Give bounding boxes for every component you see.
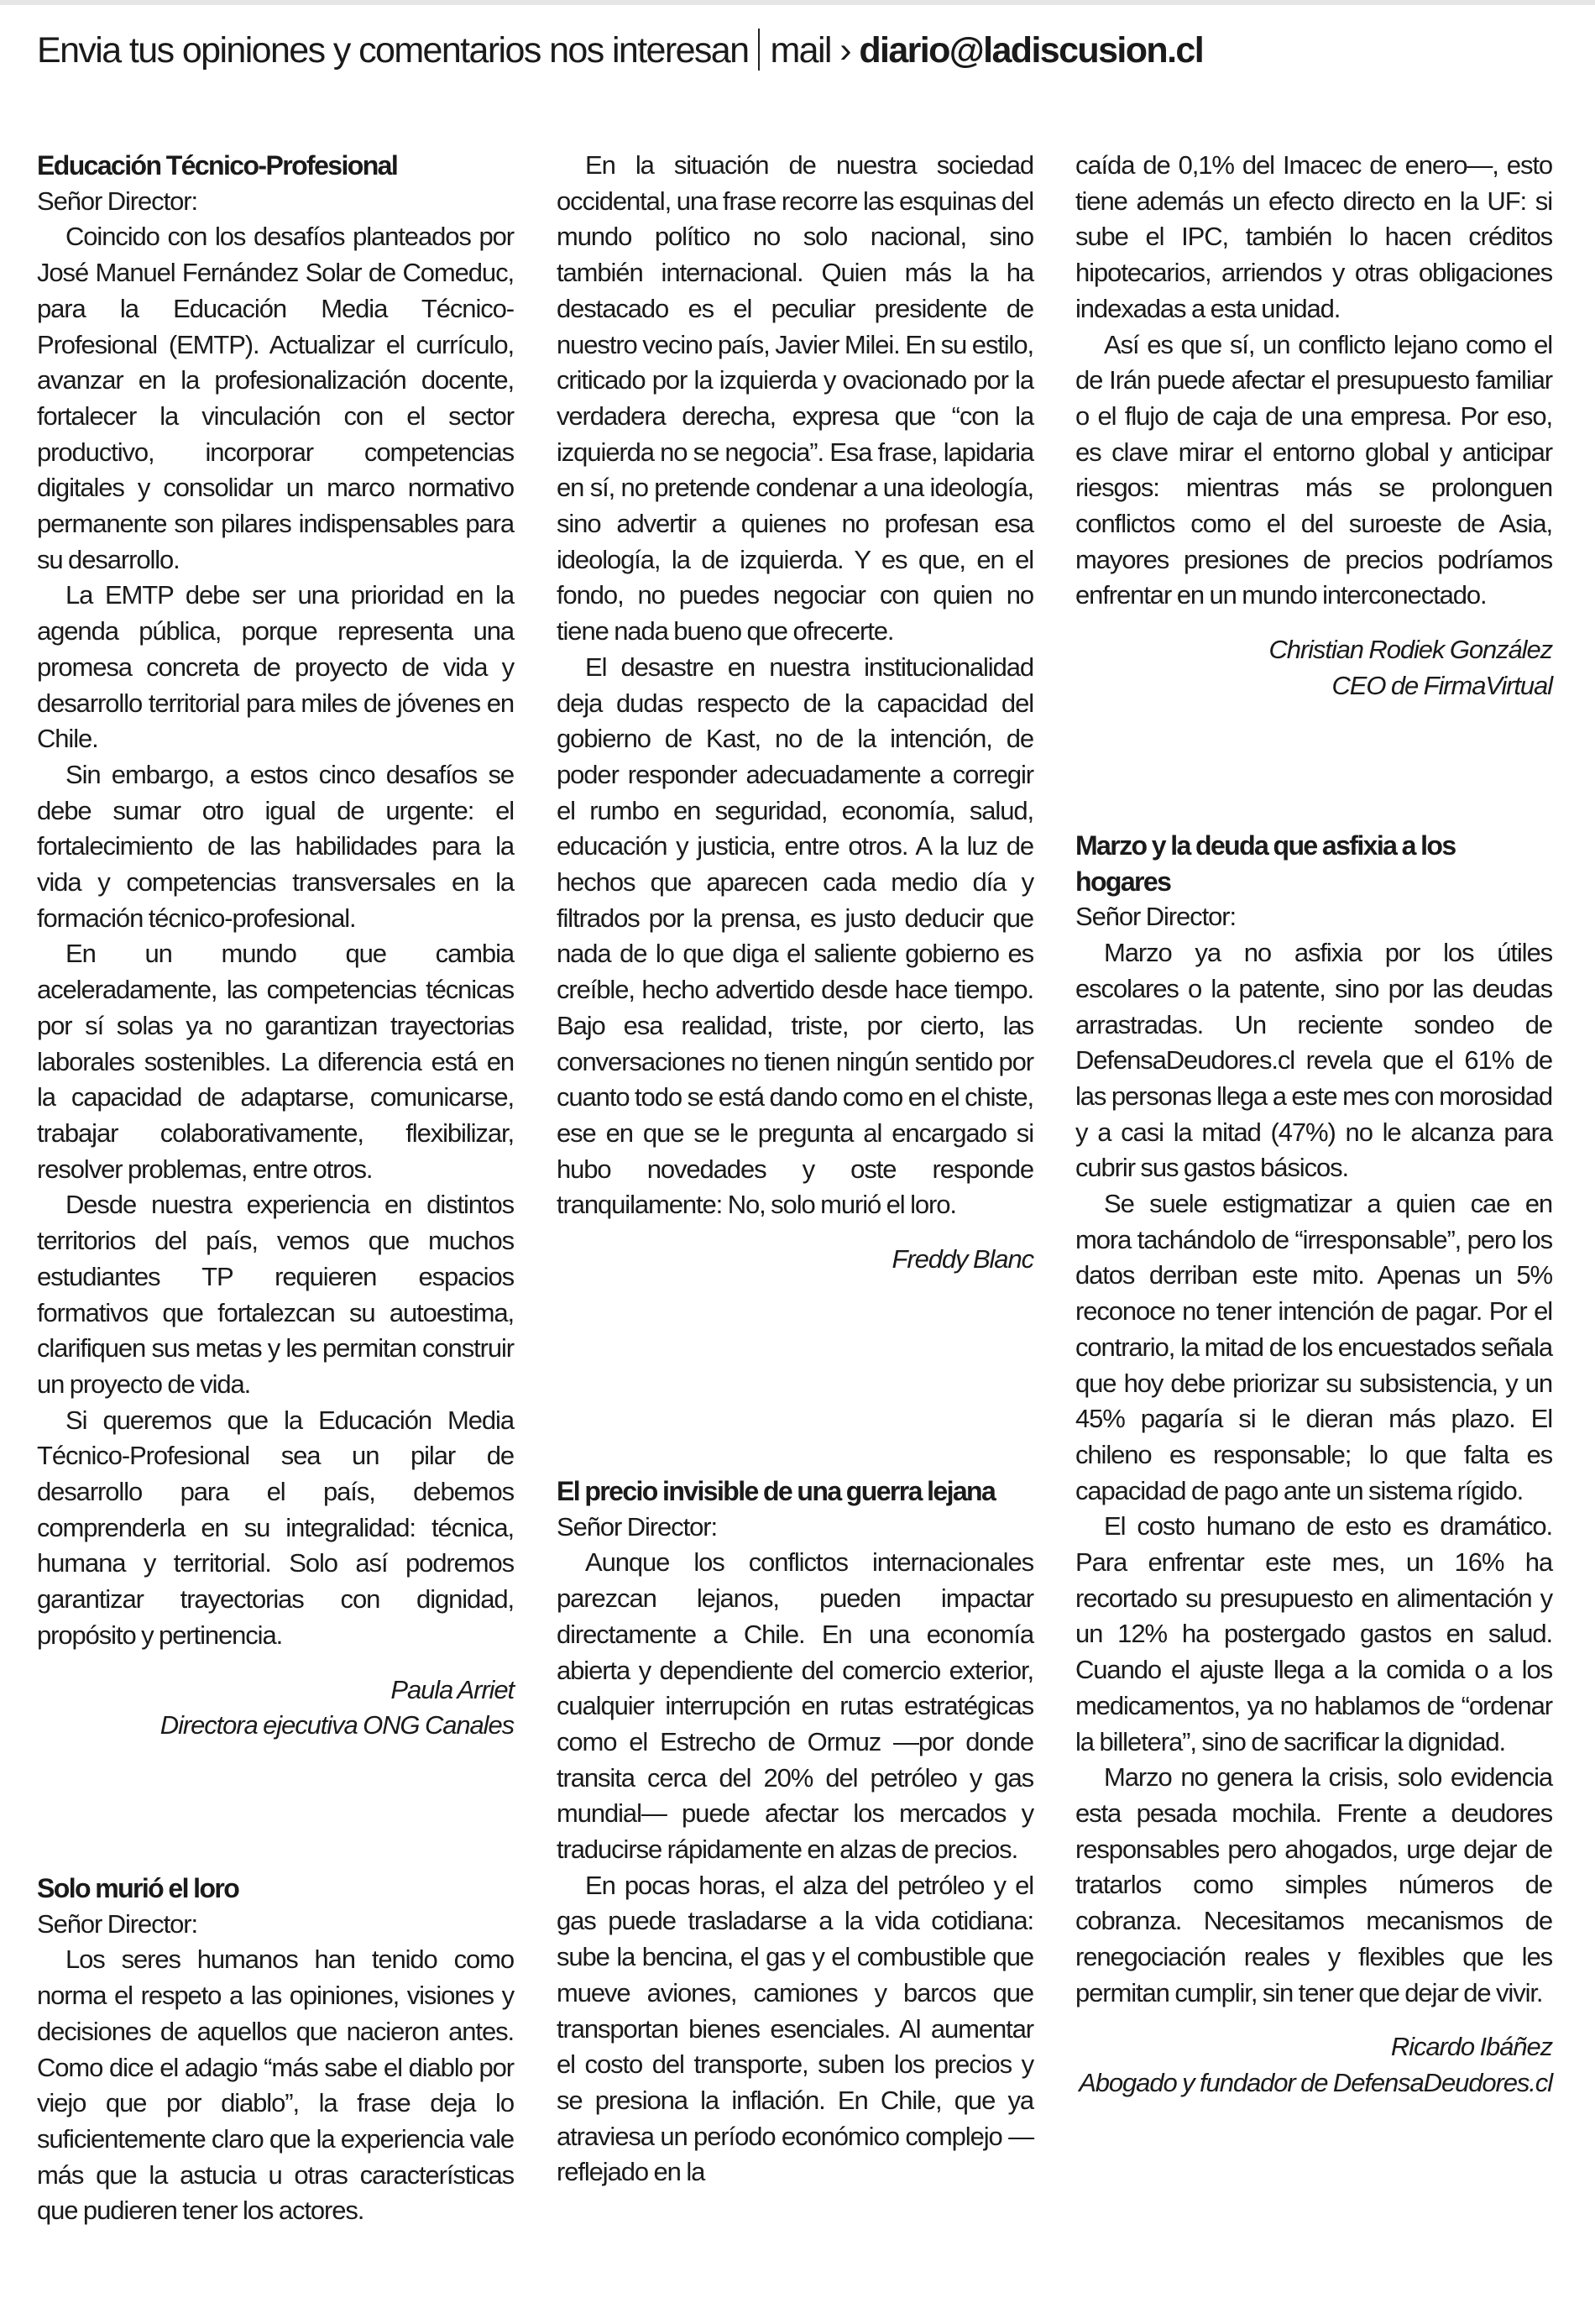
letter-paragraph: Si queremos que la Educación Media Técnico-Profesional sea un pilar de desarrollo para el país, debemos comprenderla en su integralidad: técnica, humana y territorial. Solo así podremos garantizar trayectorias con dignidad, propósito y pertinencia. bbox=[37, 1405, 514, 1650]
header-email-link[interactable]: diario@ladiscusion.cl bbox=[859, 30, 1204, 71]
letter-paragraph: Así es que sí, un conflicto lejano como el de Irán puede afectar el presupuesto familiar o el flujo de caja de una empresa. Por eso, es clave mirar el entorno global y anticipar riesgos: mientras más se prolonguen conflictos como el del suroeste de Asia, mayores presiones de precios podríamos enfrentar en un mundo interconectado. bbox=[1075, 329, 1552, 610]
letter-paragraph: caída de 0,1% del Imacec de enero—, esto tiene además un efecto directo en la UF: si sube el IPC, también lo hacen créditos hipotecarios, arriendos y otras obligaciones indexadas a esta unidad. bbox=[1075, 150, 1552, 323]
column-left bbox=[37, 148, 514, 1744]
letter-loro-continued bbox=[557, 148, 1033, 1278]
letter-paragraph: Se suele estigmatizar a quien cae en mora tachándolo de “irresponsable”, pero los datos derriban este mito. Apenas un 5% reconoce no tener intención de pagar. Por el contrario, la mitad de los encuestados señala que hoy debe priorizar su subsistencia, y un 45% pagaría si le dieran más plazo. El chileno es responsable; lo que falta es capacidad de pago ante un sistema rígido. bbox=[1075, 1189, 1552, 1505]
letter-paragraph: En un mundo que cambia aceleradamente, las competencias técnicas por sí solas ya no garantizan trayectorias laborales sostenibles. La diferencia está en la capacidad de adaptarse, comunicarse, trabajar colaborativamente, flexibilizar, resolver problemas, entre otros. bbox=[37, 939, 514, 1184]
page-header bbox=[37, 29, 1203, 71]
letter-title: El precio invisible de una guerra lejana bbox=[557, 1476, 996, 1506]
signature-role: Directora ejecutiva ONG Canales bbox=[160, 1710, 514, 1740]
letter-body bbox=[1075, 935, 1552, 2011]
letter-salutation: Señor Director: bbox=[37, 1908, 197, 1939]
letter-paragraph: Desde nuestra experiencia en distintos territorios del país, vemos que muchos estudiantes TP requieren espacios formativos que fortalezcan su autoestima, clarifiquen sus metas y les permitan construir un proyecto de vida. bbox=[37, 1190, 514, 1399]
letter-educacion bbox=[37, 148, 514, 1744]
letter-salutation: Señor Director: bbox=[557, 1511, 717, 1541]
letter-paragraph: Marzo ya no asfixia por los útiles escolares o la patente, sino por las deudas arrastradas. Un reciente sondeo de DefensaDeudores.cl revela que el 61% de las personas llega a este mes con morosidad y a casi la mitad (47%) no le alcanza para cubrir sus gastos básicos. bbox=[1075, 938, 1552, 1183]
column-middle bbox=[557, 148, 1033, 1278]
letter-loro bbox=[37, 1871, 514, 2229]
top-border-strip bbox=[0, 0, 1595, 5]
letter-paragraph: En la situación de nuestra sociedad occidental, una frase recorre las esquinas del mundo político no solo nacional, sino también internacional. Quien más la ha destacado es el peculiar presidente de nuestro vecino país, Javier Milei. En su estilo, criticado por la izquierda y ovacionado por la verdadera derecha, expresa que “con la izquierda no se negocia”. Esa frase, lapidaria en sí, no pretende condenar a una ideología, sino advertir a quienes no profesan esa ideología, la de izquierda. Y es que, en el fondo, no puedes negociar con quien no tiene nada bueno que ofrecerte. bbox=[557, 150, 1033, 646]
letter-signature bbox=[557, 1242, 1033, 1278]
letter-body bbox=[37, 219, 514, 1653]
signature-name: Christian Rodiek González bbox=[1268, 635, 1552, 665]
letter-paragraph: El desastre en nuestra institucionalidad deja dudas respecto de la capacidad del gobierno de Kast, no de la intención, de poder responder adecuadamente a corregir el rumbo en seguridad, economía, salud, educación y justicia, entre otros. A la luz de hechos que aparecen cada medio día y filtrados por la prensa, es justo deducir que nada de lo que diga el saliente gobierno es creíble, hecho advertido desde hace tiempo. Bajo esa realidad, triste, por cierto, las conversaciones no tienen ningún sentido por cuanto todo se está dando como en el chiste, ese en que se le pregunta al encargado si hubo novedades y oste responde tranquilamente: No, solo murió el loro. bbox=[557, 652, 1033, 1220]
letter-signature bbox=[37, 1672, 514, 1744]
letter-paragraph: El costo humano de esto es dramático. Para enfrentar este mes, un 16% ha recortado su presupuesto en alimentación y un 12% ha postergado gastos en salud. Cuando el ajuste llega a la comida o a los medicamentos, ya no hablamos de “ordenar la billetera”, sino de sacrificar la dignidad. bbox=[1075, 1511, 1552, 1756]
signature-name: Paula Arriet bbox=[390, 1674, 514, 1704]
letter-marzo bbox=[1075, 828, 1552, 2102]
letter-body bbox=[37, 1942, 514, 2229]
letter-paragraph: Aunque los conflictos internacionales parezcan lejanos, pueden impactar directamente a Chile. En una economía abierta y dependiente del comercio exterior, cualquier interrupción en rutas estratégicas como el Estrecho de Ormuz —por donde transita cerca del 20% del petróleo y gas mundial— puede afectar los mercados y traducirse rápidamente en alzas de precios. bbox=[557, 1547, 1033, 1865]
signature-role: CEO de FirmaVirtual bbox=[1331, 670, 1552, 700]
letter-signature bbox=[1075, 2029, 1552, 2101]
column-right bbox=[1075, 148, 1552, 704]
letter-body bbox=[557, 1545, 1033, 2191]
letter-signature bbox=[1075, 632, 1552, 704]
letter-guerra bbox=[557, 1473, 1033, 2191]
signature-name: Freddy Blanc bbox=[892, 1244, 1033, 1275]
column-left-lower bbox=[37, 1871, 514, 2229]
letter-guerra-continued bbox=[1075, 148, 1552, 704]
header-mail-label: mail › bbox=[770, 30, 850, 71]
letter-paragraph: La EMTP debe ser una prioridad en la agenda pública, porque representa una promesa concreta de proyecto de vida y desarrollo territorial para miles de jóvenes en Chile. bbox=[37, 580, 514, 754]
letter-body bbox=[557, 148, 1033, 1223]
letter-body bbox=[1075, 148, 1552, 614]
letter-salutation: Señor Director: bbox=[37, 186, 197, 216]
letter-paragraph: Coincido con los desafíos planteados por José Manuel Fernández Solar de Comeduc, para la Educación Media Técnico-Profesional (EMTP). Actualizar el currículo, avanzar en la profesionalización docente, fortalecer la vinculación con el sector productivo, incorporar competencias digitales y consolidar un marco normativo permanente son pilares indispensables para su desarrollo. bbox=[37, 222, 514, 574]
column-middle-lower bbox=[557, 1473, 1033, 2191]
signature-name: Ricardo Ibáñez bbox=[1390, 2032, 1552, 2062]
signature-role: Abogado y fundador de DefensaDeudores.cl bbox=[1079, 2067, 1552, 2097]
header-divider bbox=[758, 29, 760, 71]
letter-paragraph: En pocas horas, el alza del petróleo y el gas puede trasladarse a la vida cotidiana: sube la bencina, el gas y el combustible que mueve aviones, camiones y barcos que transportan bienes esenciales. Al aumentar el costo del transporte, suben los precios y se presiona la inflación. En Chile, que ya atraviesa un período económico complejo —reflejado en la bbox=[557, 1870, 1033, 2187]
letter-title: Educación Técnico-Profesional bbox=[37, 150, 398, 181]
letter-paragraph: Marzo no genera la crisis, solo evidencia esta pesada mochila. Frente a deudores responsables pero ahogados, urge dejar de tratarlos como simples números de cobranza. Necesitamos mecanismos de renegociación reales y flexibles que les permitan cumplir, sin tener que dejar de vivir. bbox=[1075, 1762, 1552, 2007]
letter-salutation: Señor Director: bbox=[1075, 902, 1236, 932]
letter-title: Marzo y la deuda que asfixia a los hogares bbox=[1075, 830, 1456, 897]
column-right-lower bbox=[1075, 828, 1552, 2102]
letter-paragraph: Los seres humanos han tenido como norma el respeto a las opiniones, visiones y decisiones de aquellos que nacieron antes. Como dice el adagio “más sabe el diablo por viejo que por diablo”, la frase deja lo suficientemente claro que la experiencia vale más que la astucia u otras características que pudieren tener los actores. bbox=[37, 1945, 514, 2226]
letter-title: Solo murió el loro bbox=[37, 1873, 239, 1903]
letter-paragraph: Sin embargo, a estos cinco desafíos se debe sumar otro igual de urgente: el fortalecimiento de las habilidades para la vida y competencias transversales en la formación técnico-profesional. bbox=[37, 759, 514, 933]
header-prompt: Envia tus opiniones y comentarios nos interesan bbox=[37, 30, 749, 71]
